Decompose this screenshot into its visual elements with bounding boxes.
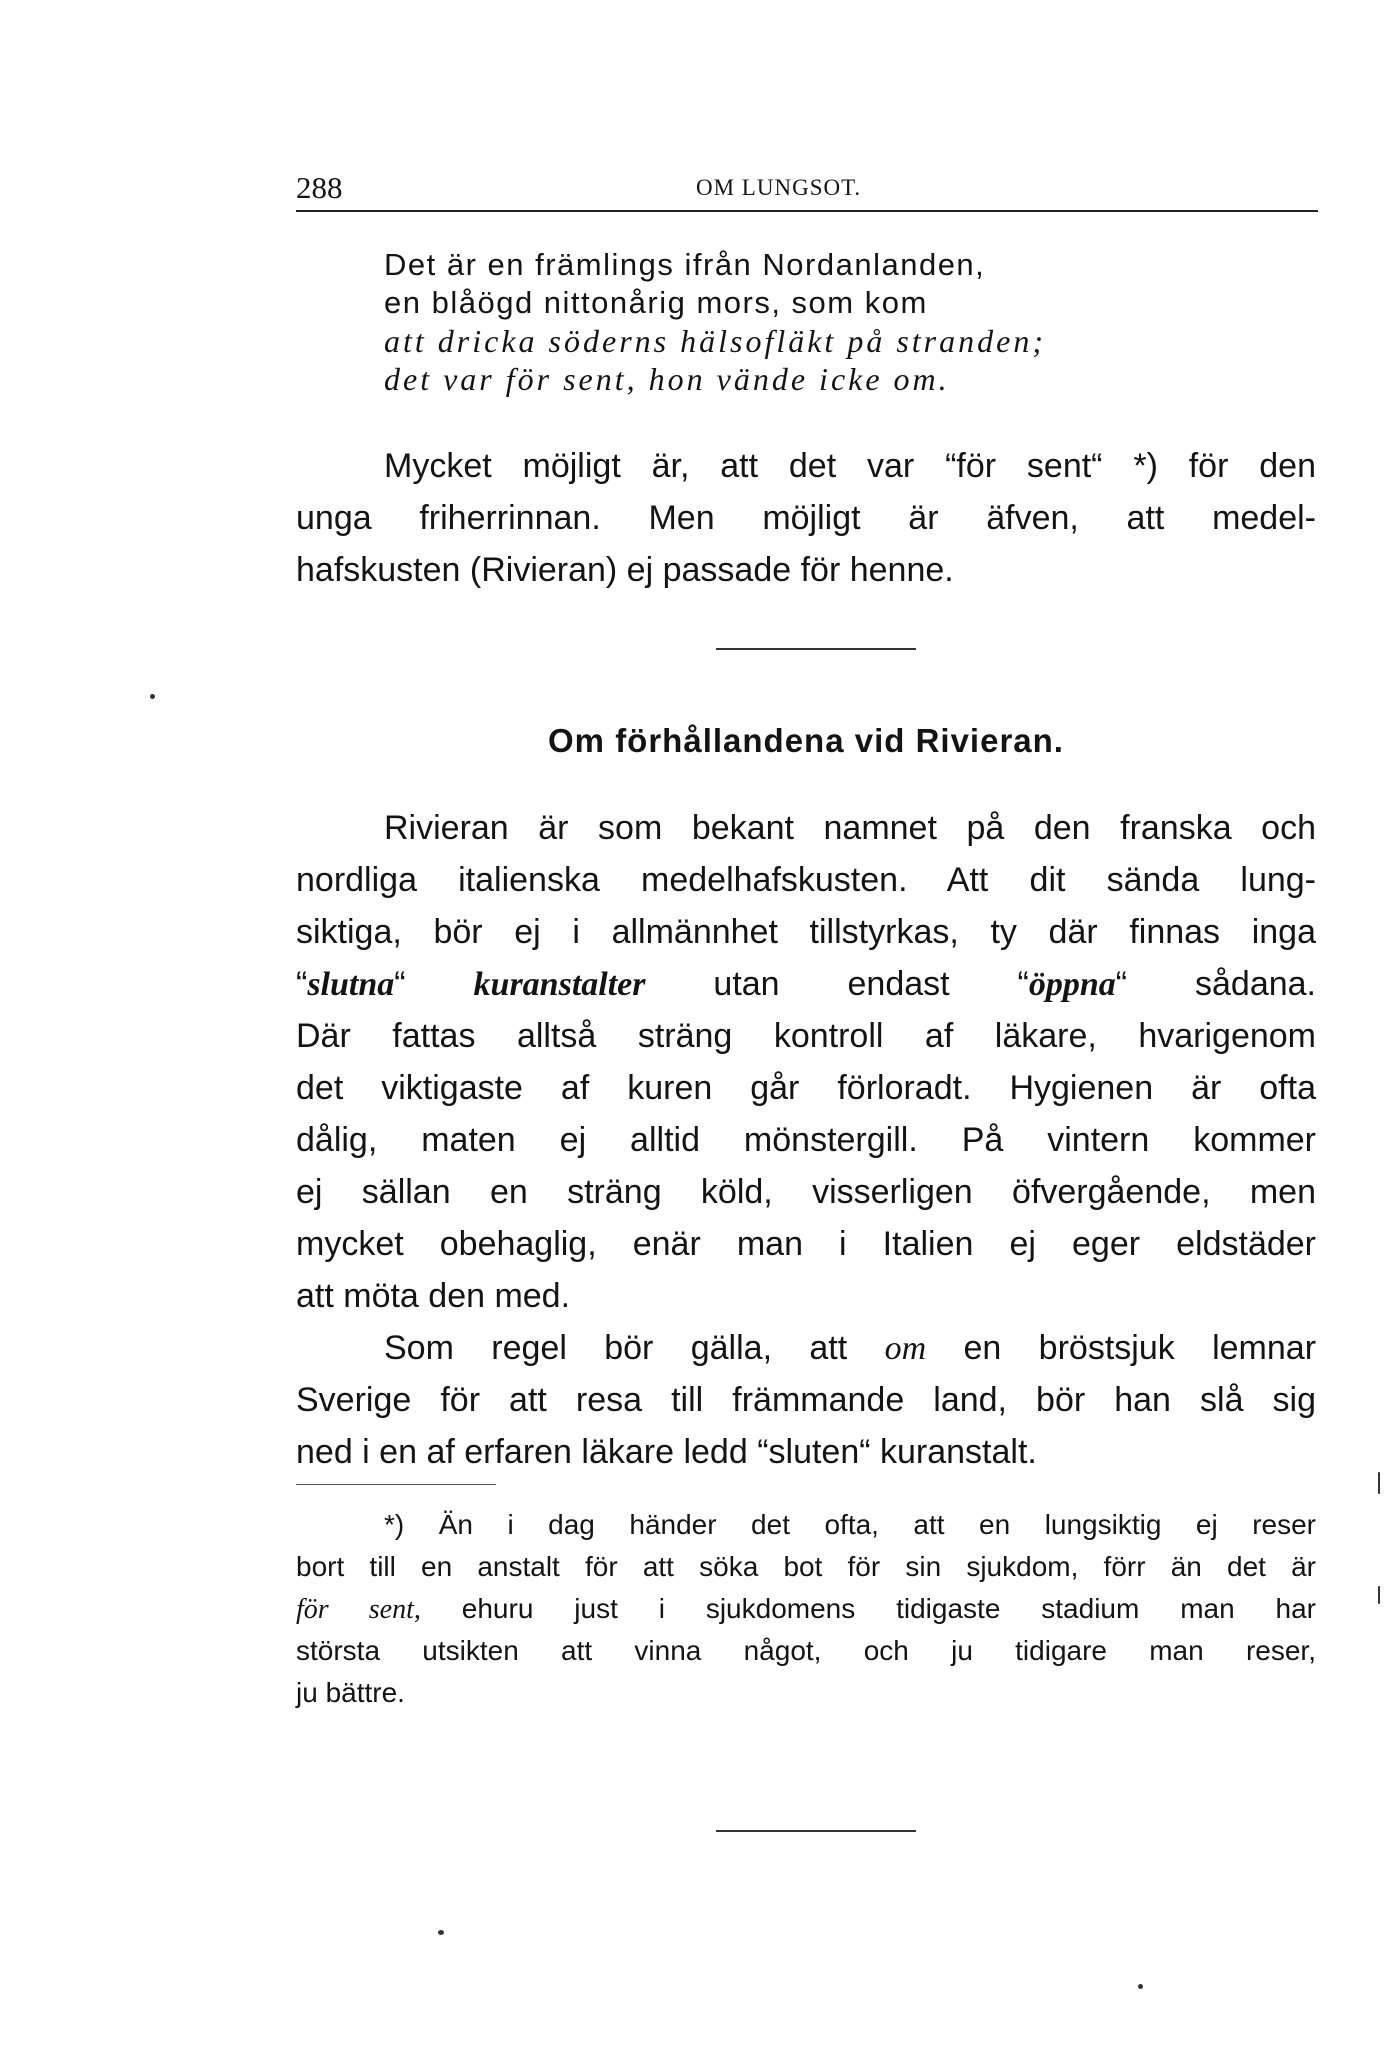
text-line: Rivieran är som bekant namnet på den franska och [384, 809, 1316, 847]
print-speck [1378, 1586, 1380, 1604]
print-speck [438, 1930, 444, 1935]
text-line: siktiga, bör ej i allmännhet tillstyrkas, ty där finnas inga [296, 913, 1316, 951]
footnote-rule [296, 1484, 496, 1485]
print-speck [1378, 1472, 1380, 1494]
text-line: ned i en af erfaren läkare ledd “sluten“ kuranstalt. [296, 1433, 1037, 1471]
poem-line: det var för sent, hon vände icke om. [384, 361, 950, 397]
text-line [296, 1322, 1316, 1374]
quote-mark: “ [1017, 965, 1029, 1003]
footnote-line [296, 1588, 1316, 1630]
text-line: hafskusten (Rivieran) ej passade för henne. [296, 551, 954, 589]
poem-line: en blåögd nittonårig mors, som kom [384, 285, 928, 320]
emphasis-for-sent: för sent, [296, 1594, 421, 1625]
text-line: Mycket möjligt är, att det var “för sent“ *) för den [384, 447, 1316, 485]
print-speck [1138, 1984, 1143, 1989]
text-line: Sverige för att resa till främmande land, bör han slå sig [296, 1381, 1316, 1419]
footnote-line: *) Än i dag händer det ofta, att en lungsiktig ej reser [384, 1509, 1316, 1540]
paragraph-intro [296, 440, 1316, 596]
text-fragment: Som regel bör gälla, att [384, 1329, 848, 1367]
text-fragment: ehuru just i sjukdomens tidigaste stadium man har [461, 1593, 1317, 1624]
emphasis-slutna: slutna [307, 966, 395, 1003]
text-fragment: sådana. [1195, 965, 1316, 1003]
quote-mark: “ [394, 965, 406, 1003]
quote-mark: “ [1115, 965, 1128, 1003]
paragraph-riviera [296, 802, 1316, 1322]
footnote-line: största utsikten att vinna något, och ju tidigare man reser, [296, 1635, 1316, 1666]
end-divider [716, 1830, 916, 1832]
quote-mark: “ [296, 965, 308, 1003]
footnote-line: ju bättre. [296, 1677, 405, 1708]
emphasis-om: om [884, 1330, 927, 1367]
print-speck [150, 694, 155, 699]
footnote [296, 1504, 1316, 1714]
poem-quote [384, 246, 1324, 398]
text-line [296, 958, 1316, 1010]
text-fragment: en bröstsjuk lemnar [963, 1329, 1317, 1367]
text-line: mycket obehaglig, enär man i Italien ej eger eldstäder [296, 1225, 1316, 1263]
text-line: dålig, maten ej alltid mönstergill. På vintern kommer [296, 1121, 1316, 1159]
text-line: nordliga italienska medelhafskusten. Att dit sända lung- [296, 861, 1316, 899]
poem-line: Det är en främlings ifrån Nordanlanden, [384, 247, 986, 282]
section-divider [716, 648, 916, 650]
text-line: att möta den med. [296, 1277, 571, 1315]
header-rule [296, 210, 1318, 212]
paragraph-rule [296, 1322, 1316, 1478]
text-line: Där fattas alltså sträng kontroll af läkare, hvarigenom [296, 1017, 1316, 1055]
emphasis-kuranstalter: kuranstalter [473, 966, 646, 1003]
text-line: det viktigaste af kuren går förloradt. Hygienen är ofta [296, 1069, 1316, 1107]
section-heading: Om förhållandena vid Rivieran. [548, 722, 1064, 759]
running-title: OM LUNGSOT. [696, 175, 862, 200]
text-fragment: utan endast [713, 965, 950, 1003]
footnote-line: bort till en anstalt för att söka bot för sin sjukdom, förr än det är [296, 1551, 1316, 1582]
text-line: unga friherrinnan. Men möjligt är äfven, att medel- [296, 499, 1316, 537]
page-number: 288 [296, 170, 343, 205]
running-head [296, 170, 1318, 208]
emphasis-oppna: öppna [1028, 966, 1116, 1003]
text-line: ej sällan en sträng köld, visserligen öfvergående, men [296, 1173, 1316, 1211]
poem-line: att dricka söderns hälsofläkt på stranden; [384, 323, 1046, 359]
